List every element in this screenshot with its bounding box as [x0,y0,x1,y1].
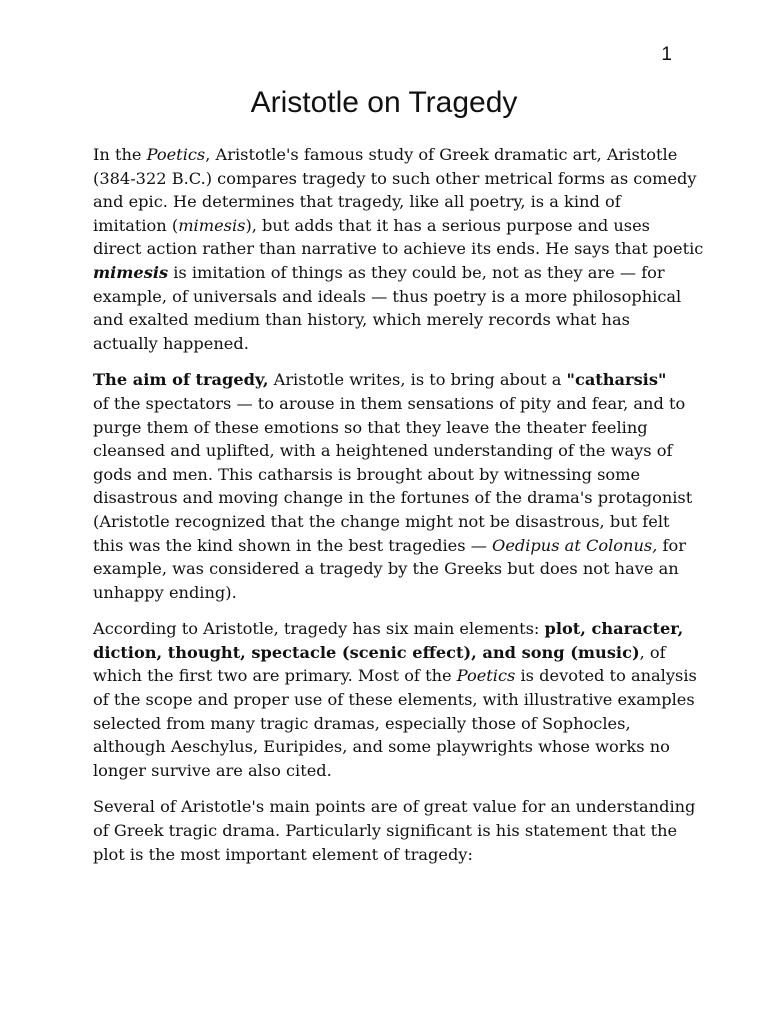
paragraph [93,368,693,604]
text-segment: this was the kind shown in the best tragedies — [93,535,493,555]
text-line [93,712,681,736]
text-segment: example, of universals and ideals — thus poetry is a more philosophical [93,286,682,306]
bold-text: diction, thought, spectacle (scenic effect), and song (music) [93,642,640,662]
text-segment: cleansed and uplifted, with a heightened understanding of the ways of [93,441,673,461]
text-line [93,759,681,783]
text-line [93,664,697,688]
text-segment: and epic. He determines that tragedy, like all poetry, is a kind of [93,192,621,212]
text-line [93,486,693,510]
document-body [93,143,704,879]
text-line [93,795,696,819]
italic-text: Poetics [456,666,516,686]
text-segment: for [657,535,686,555]
text-line [93,261,681,285]
text-line [93,214,681,238]
text-line [93,237,704,261]
text-line [93,557,681,581]
text-line [93,332,681,356]
paragraph [93,795,696,866]
text-segment: actually happened. [93,333,249,353]
text-line [93,581,681,605]
text-segment: of Greek tragic drama. Particularly significant is his statement that the [93,821,678,841]
text-segment: is devoted to analysis [515,666,697,686]
text-segment: example, was considered a tragedy by the Greeks but does not have an [93,559,679,579]
text-segment: direct action rather than narrative to achieve its ends. He says that poetic [93,239,704,259]
bold-italic-text: mimesis [93,262,169,282]
text-segment: selected from many tragic dramas, especially those of Sophocles, [93,713,631,733]
text-line [93,510,681,534]
text-segment: gods and men. This catharsis is brought about by witnessing some [93,464,641,484]
text-line [93,285,681,309]
text-line [93,368,681,392]
text-segment: , Aristotle's famous study of Greek dramatic art, Aristotle [205,145,678,164]
text-segment: which the first two are primary. Most of the [93,666,457,686]
italic-text: Poetics [146,145,206,164]
text-line [93,641,681,665]
text-segment: and exalted medium than history, which merely records what has [93,310,630,330]
text-line [93,735,681,759]
italic-text: Oedipus at Colonus, [492,535,658,555]
text-segment: Aristotle writes, is to bring about a [268,370,567,390]
text-segment: longer survive are also cited. [93,760,332,780]
bold-text: "catharsis" [566,370,667,390]
text-line [93,190,681,214]
text-line [93,617,684,641]
text-segment: of the scope and proper use of these elements, with illustrative examples [93,690,695,710]
paragraph [93,143,704,355]
italic-text: mimesis [178,215,246,235]
text-segment: According to Aristotle, tragedy has six main elements: [93,619,545,639]
text-line [93,688,695,712]
text-segment: Several of Aristotle's main points are of great value for an understanding [93,797,696,817]
bold-text: plot, character, [544,619,684,639]
text-segment: (384-322 B.C.) compares tragedy to such other metrical forms as comedy [93,168,697,188]
text-line [93,143,681,167]
text-segment: disastrous and moving change in the fortunes of the drama's protagonist [93,488,693,508]
text-segment: purge them of these emotions so that they leave the theater feeling [93,417,648,437]
text-line [93,843,681,867]
text-segment: (Aristotle recognized that the change might not be disastrous, but felt [93,511,670,531]
text-segment: unhappy ending). [93,582,237,602]
text-segment: , of [639,642,666,662]
text-segment: of the spectators — to arouse in them sensations of pity and fear, and to [93,393,686,413]
text-segment: is imitation of things as they could be, not as they are — for [168,262,665,282]
text-segment: imitation ( [93,215,179,235]
text-line [93,416,681,440]
bold-text: The aim of tragedy, [93,370,269,390]
text-line [93,167,697,191]
text-line [93,819,681,843]
text-segment: ), but adds that it has a serious purpose and uses [245,215,650,235]
page-title: Aristotle on Tragedy [250,86,518,119]
text-segment: although Aeschylus, Euripides, and some playwrights whose works no [93,737,670,757]
text-segment: plot is the most important element of tragedy: [93,844,473,864]
text-line [93,534,686,558]
paragraph [93,617,697,782]
text-line [93,439,681,463]
text-segment: In the [93,145,147,164]
text-line [93,308,681,332]
text-line [93,392,686,416]
page-number: 1 [661,44,672,65]
text-line [93,463,681,487]
